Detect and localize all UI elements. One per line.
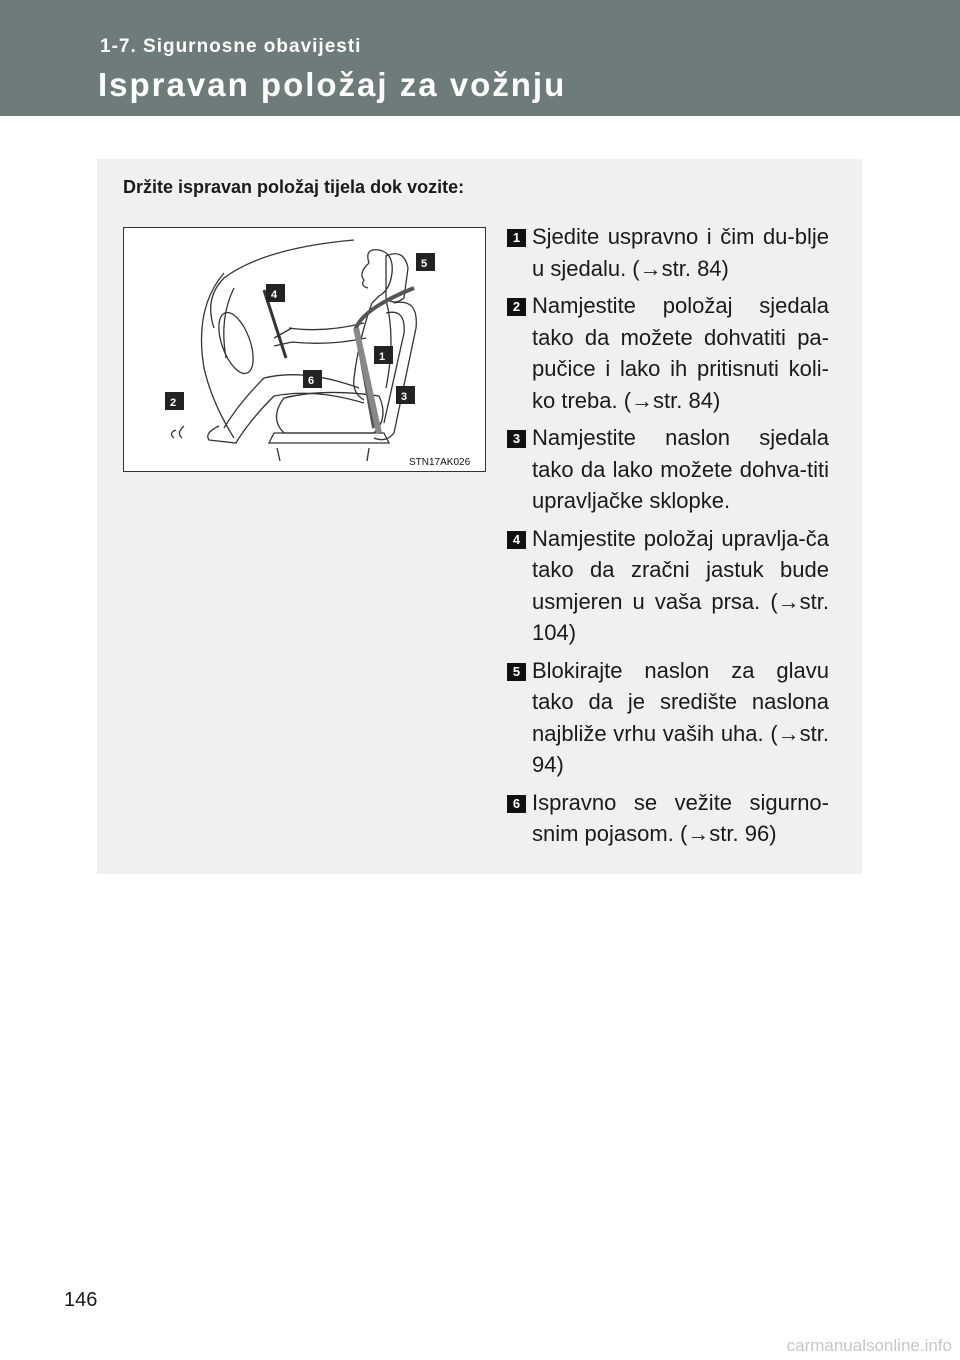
step-text: Ispravno se vežite sigurno-snim pojasom. (→str. 96) <box>532 789 829 846</box>
list-item <box>507 523 829 649</box>
page-title: Ispravan položaj za vožnju <box>98 66 567 103</box>
chapter-header <box>0 0 960 116</box>
step-text: Sjedite uspravno i čim du-blje u sjedalu. (→str. 84) <box>532 224 829 281</box>
callout-3: 3 <box>401 391 408 403</box>
list-item <box>507 290 829 416</box>
step-number-badge: 2 <box>507 298 526 316</box>
driver-seat-drawing <box>124 228 485 471</box>
callout-1: 1 <box>379 351 386 363</box>
callout-5: 5 <box>421 258 428 270</box>
page-number: 146 <box>64 1289 98 1311</box>
step-text: Namjestite položaj sjedala tako da možete dohvatiti pa-pučice i lako ih pritisnuti koli-ko treba. (→str. 84) <box>532 293 829 413</box>
callout-4: 4 <box>271 289 278 301</box>
section-heading: 1-7. Sigurnosne obavijesti <box>100 36 362 57</box>
watermark: carmanualsonline.info <box>786 1336 952 1355</box>
step-number-badge: 5 <box>507 663 526 681</box>
instruction-list <box>507 221 829 856</box>
step-number-badge: 6 <box>507 795 526 813</box>
step-text: Namjestite naslon sjedala tako da lako možete dohva-titi upravljačke sklopke. <box>532 425 829 513</box>
list-item <box>507 787 829 850</box>
list-item <box>507 655 829 781</box>
step-number-badge: 4 <box>507 531 526 549</box>
figure-code: STN17AK026 <box>409 457 471 468</box>
step-text: Namjestite položaj upravlja-ča tako da zračni jastuk bude usmjeren u vaša prsa. (→str. 104) <box>532 525 829 645</box>
driving-position-illustration <box>123 227 486 472</box>
step-number-badge: 1 <box>507 229 526 247</box>
instruction-panel <box>97 159 862 874</box>
callout-2: 2 <box>170 397 177 409</box>
intro-text: Držite ispravan položaj tijela dok vozite: <box>123 177 465 197</box>
callout-6: 6 <box>308 375 315 387</box>
list-item <box>507 221 829 284</box>
step-number-badge: 3 <box>507 430 526 448</box>
list-item <box>507 422 829 517</box>
step-text: Blokirajte naslon za glavu tako da je središte naslona najbliže vrhu vaših uha. (→str. 94) <box>532 657 829 777</box>
